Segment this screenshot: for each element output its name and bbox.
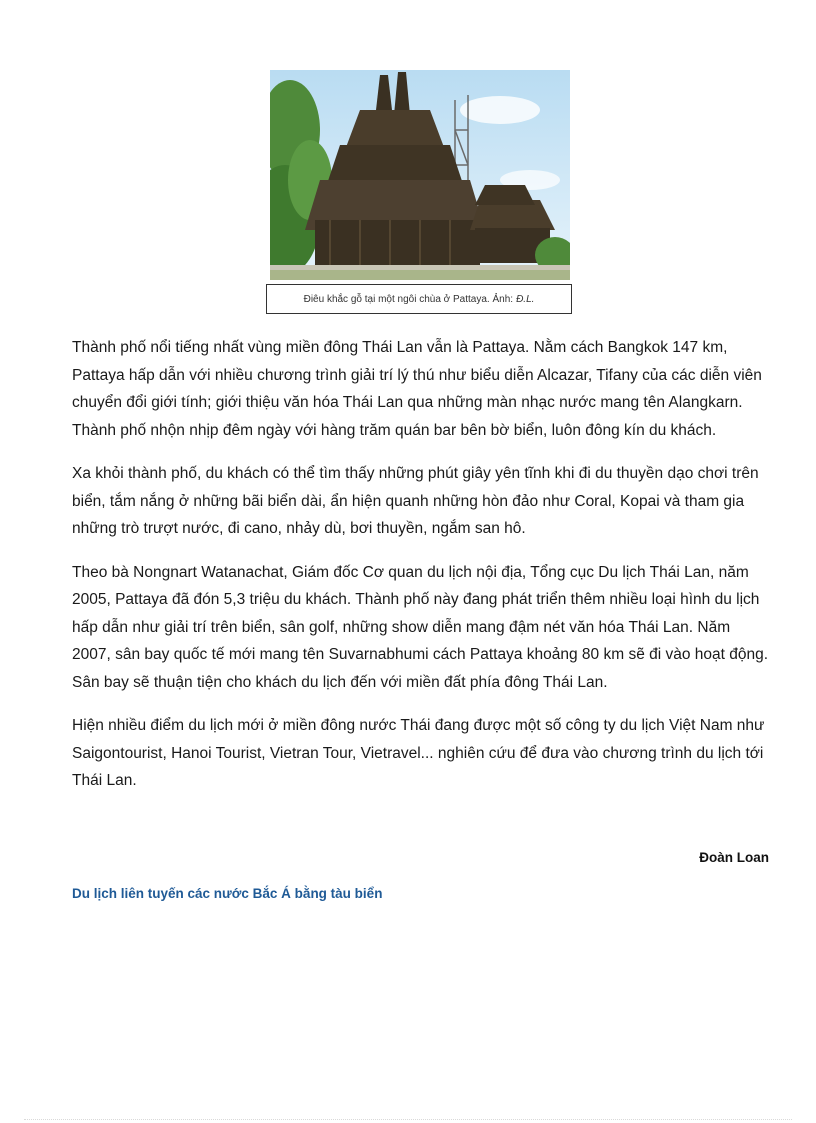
temple-photo [270,70,570,280]
article-paragraph: Xa khỏi thành phố, du khách có thể tìm thấy những phút giây yên tĩnh khi đi du thuyền dạo chơi trên biển, tắm nắng ở những bãi biển dài, ẩn hiện quanh những hòn đảo như Coral, Kopai và tham gia những trò trượt nước, đi cano, nhảy dù, bơi thuyền, ngắm san hô. [72,465,759,537]
article-author: Đoàn Loan [699,850,769,865]
photo-caption [266,284,572,314]
article-paragraph: Theo bà Nongnart Watanachat, Giám đốc Cơ quan du lịch nội địa, Tổng cục Du lịch Thái Lan, năm 2005, Pattaya đã đón 5,3 triệu du khách. Thành phố này đang phát triển thêm nhiều loại hình du lịch hấp dẫn như giải trí trên biển, sân golf, những show diễn mang đậm nét văn hóa Thái Lan. Năm 2007, sân bay quốc tế mới mang tên Suvarnabhumi cách Pattaya khoảng 80 km sẽ đi vào hoạt động. Sân bay sẽ thuận tiện cho khách du lịch đến với miền đất phía đông Thái Lan. [72,563,769,691]
article-paragraph: Hiện nhiều điểm du lịch mới ở miền đông nước Thái đang được một số công ty du lịch Việt Nam như Saigontourist, Hanoi Tourist, Vietran Tour, Vietravel... nghiên cứu để đưa vào chương trình du lịch tới Thái Lan. [72,717,765,789]
bottom-divider [24,1119,792,1120]
caption-credit: Đ.L. [516,293,535,305]
article-body [72,334,772,811]
related-article-link[interactable]: Du lịch liên tuyến các nước Bắc Á bằng tàu biển [72,886,383,901]
article-figure [270,70,570,280]
article-paragraph: Thành phố nổi tiếng nhất vùng miền đông Thái Lan vẫn là Pattaya. Nằm cách Bangkok 147 km, Pattaya hấp dẫn với nhiều chương trình giải trí lý thú như biểu diễn Alcazar, Tifany của các diễn viên chuyển đổi giới tính; giới thiệu văn hóa Thái Lan qua những màn nhạc nước mang tên Alangkarn. Thành phố nhộn nhịp đêm ngày với hàng trăm quán bar bên bờ biển, luôn đông kín du khách. [72,339,762,439]
caption-text: Điêu khắc gỗ tại một ngôi chùa ở Pattaya. Ảnh: [303,293,514,305]
